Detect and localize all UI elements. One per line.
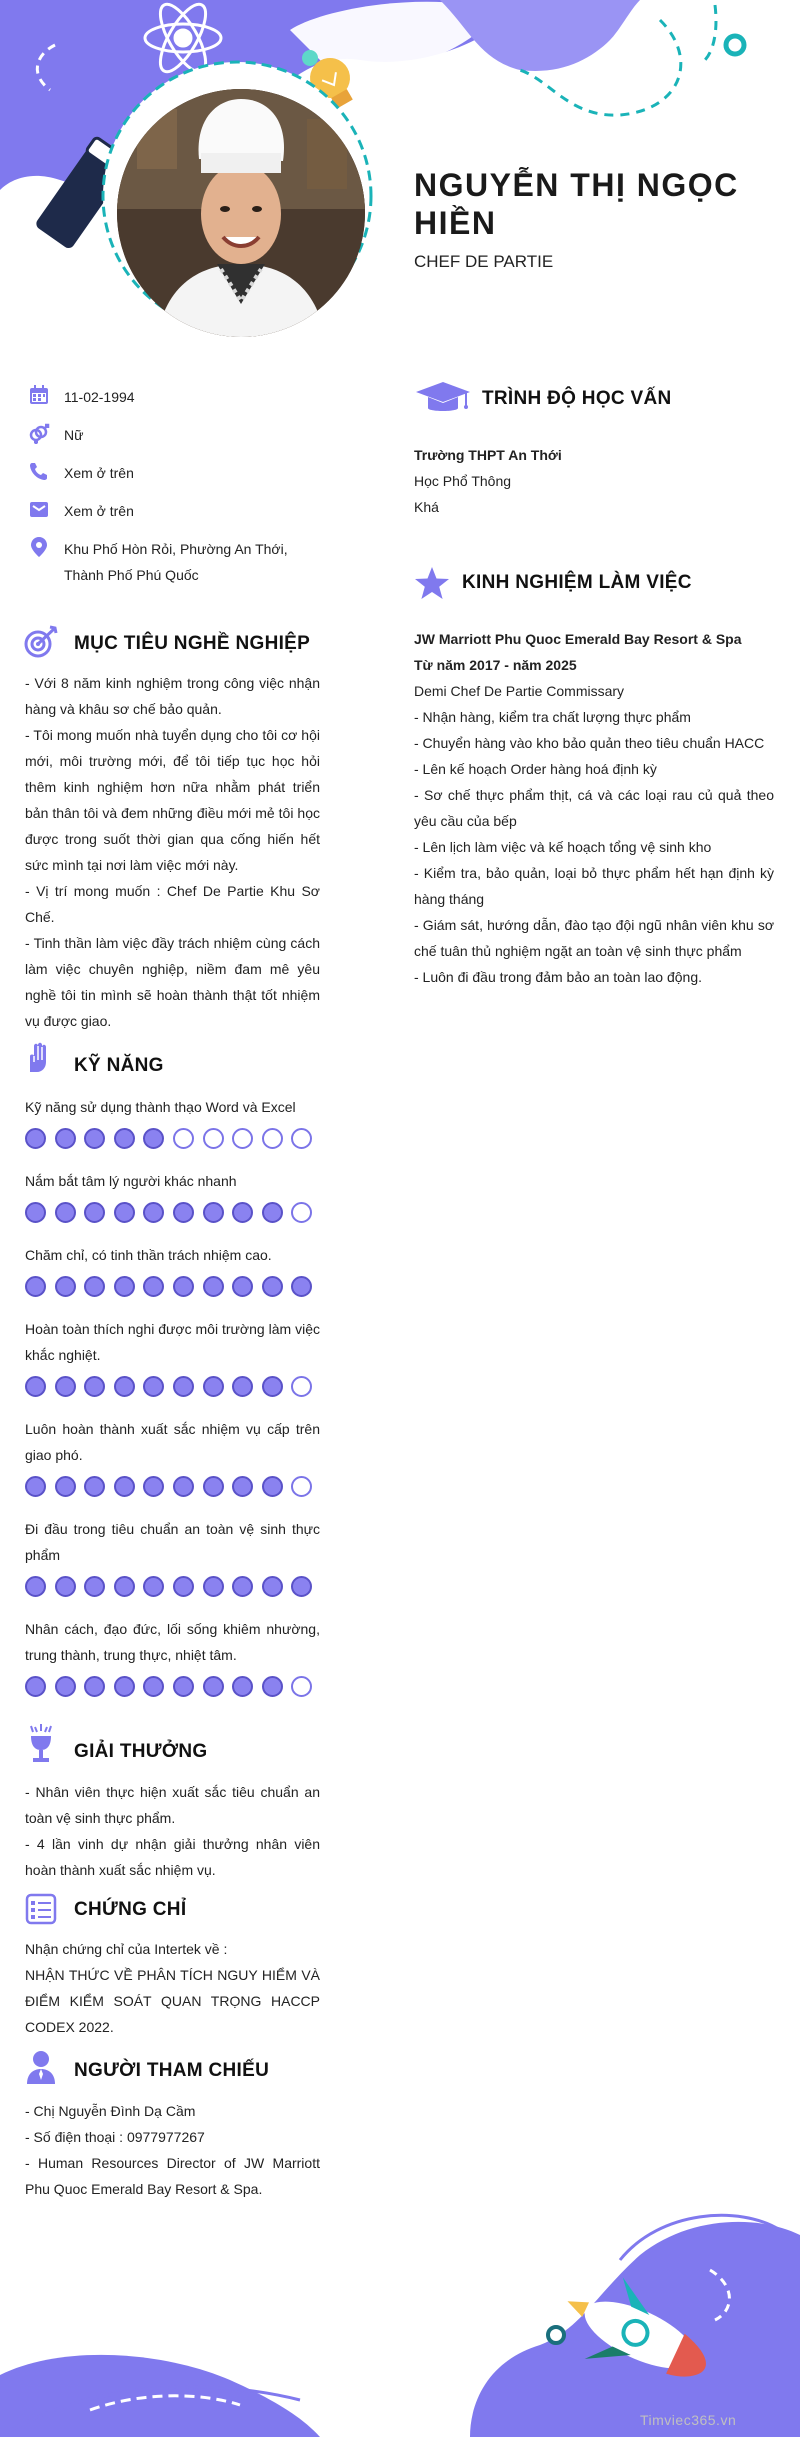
- phone-icon: [28, 460, 50, 482]
- rating-dot-empty: [173, 1128, 194, 1149]
- rating-dot-filled: [291, 1276, 312, 1297]
- rating-dot-empty: [262, 1128, 283, 1149]
- rating-dot-filled: [55, 1128, 76, 1149]
- chef-portrait-image: [117, 89, 365, 337]
- rating-dot-filled: [84, 1476, 105, 1497]
- duty-line: - Kiểm tra, bảo quản, loại bỏ thực phẩm hết hạn định kỳ hàng tháng: [414, 865, 774, 907]
- rating-dot-filled: [55, 1202, 76, 1223]
- rating-dot-empty: [291, 1676, 312, 1697]
- rating-dot-filled: [143, 1128, 164, 1149]
- rating-dot-filled: [173, 1276, 194, 1297]
- awards-title: GIẢI THƯỞNG: [74, 1741, 208, 1762]
- rating-dot-filled: [203, 1476, 224, 1497]
- rating-dot-filled: [114, 1202, 135, 1223]
- award-line: - Nhân viên thực hiện xuất sắc tiêu chuẩn an toàn vệ sinh thực phẩm.: [25, 1784, 320, 1826]
- rating-dot-filled: [232, 1576, 253, 1597]
- rating-dot-filled: [143, 1276, 164, 1297]
- rating-dot-filled: [84, 1676, 105, 1697]
- duty-line: - Luôn đi đầu trong đảm bảo an toàn lao động.: [414, 969, 702, 985]
- rating-dot-filled: [203, 1676, 224, 1697]
- skill-rating: [25, 1276, 312, 1297]
- rating-dot-filled: [262, 1476, 283, 1497]
- rating-dot-filled: [55, 1476, 76, 1497]
- award-line: - 4 lần vinh dự nhận giải thưởng nhân viên hoàn thành xuất sắc nhiệm vụ.: [25, 1836, 320, 1878]
- rating-dot-filled: [173, 1376, 194, 1397]
- rating-dot-filled: [173, 1476, 194, 1497]
- email-value: Xem ở trên: [64, 503, 134, 519]
- duty-line: - Lên kế hoạch Order hàng hoá định kỳ: [414, 761, 657, 777]
- skill-rating: [25, 1676, 312, 1697]
- references-text: [25, 2098, 320, 2202]
- objective-text: [25, 670, 320, 1034]
- rating-dot-filled: [25, 1676, 46, 1697]
- experience-period: Từ năm 2017 - năm 2025: [414, 657, 577, 673]
- rating-dot-filled: [114, 1676, 135, 1697]
- duty-line: - Chuyển hàng vào kho bảo quản theo tiêu chuẩn HACC: [414, 735, 765, 751]
- rating-dot-empty: [291, 1476, 312, 1497]
- rating-dot-filled: [25, 1276, 46, 1297]
- target-icon: [23, 624, 59, 660]
- rating-dot-filled: [232, 1202, 253, 1223]
- rating-dot-filled: [173, 1576, 194, 1597]
- rating-dot-filled: [262, 1202, 283, 1223]
- rating-dot-filled: [114, 1576, 135, 1597]
- reference-line: - Chị Nguyễn Đình Dạ Cầm: [25, 2103, 196, 2119]
- candidate-name: NGUYỄN THỊ NGỌC HIỀN: [414, 167, 739, 241]
- experience-company: JW Marriott Phu Quoc Emerald Bay Resort & Spa: [414, 631, 742, 647]
- rating-dot-filled: [114, 1376, 135, 1397]
- skill-label: Kỹ năng sử dụng thành thạo Word và Excel: [25, 1099, 296, 1115]
- rating-dot-filled: [143, 1376, 164, 1397]
- rating-dot-filled: [25, 1202, 46, 1223]
- rating-dot-filled: [232, 1276, 253, 1297]
- contact-phone: [28, 460, 324, 486]
- experience-role: Demi Chef De Partie Commissary: [414, 683, 625, 699]
- duty-line: - Giám sát, hướng dẫn, đào tạo đội ngũ nhân viên khu sơ chế tuân thủ nghiệm ngặt an toàn vệ sinh thực phẩm: [414, 917, 774, 959]
- rating-dot-filled: [143, 1576, 164, 1597]
- avatar: [117, 89, 365, 337]
- rating-dot-filled: [84, 1202, 105, 1223]
- calendar-icon: [28, 384, 50, 406]
- education-major: Học Phổ Thông: [414, 473, 512, 489]
- skill-rating: [25, 1476, 312, 1497]
- reference-line: - Human Resources Director of JW Marriott Phu Quoc Emerald Bay Resort & Spa.: [25, 2155, 320, 2197]
- rating-dot-filled: [84, 1376, 105, 1397]
- rating-dot-filled: [84, 1576, 105, 1597]
- skill-label: Đi đầu trong tiêu chuẩn an toàn vệ sinh thực phẩm: [25, 1521, 320, 1563]
- contact-gender: [28, 422, 324, 448]
- person-icon: [25, 2050, 57, 2084]
- location-pin-icon: [28, 536, 50, 558]
- skill-label: Nhân cách, đạo đức, lối sống khiêm nhường, trung thành, trung thực, nhiệt tâm.: [25, 1621, 320, 1663]
- address-value: Khu Phố Hòn Rỏi, Phường An Thới, Thành Phố Phú Quốc: [64, 541, 288, 583]
- objective-line: - Vị trí mong muốn : Chef De Partie Khu Sơ Chế.: [25, 883, 320, 925]
- skill-rating: [25, 1576, 312, 1597]
- skill-label: Luôn hoàn thành xuất sắc nhiệm vụ cấp trên giao phó.: [25, 1421, 320, 1463]
- hand-icon: [25, 1042, 51, 1074]
- rating-dot-filled: [55, 1576, 76, 1597]
- rating-dot-filled: [232, 1376, 253, 1397]
- rating-dot-filled: [84, 1276, 105, 1297]
- rating-dot-filled: [143, 1476, 164, 1497]
- rating-dot-filled: [84, 1128, 105, 1149]
- footer-logo-text: Timviec365.vn: [640, 2412, 737, 2428]
- certificates-text: [25, 1936, 320, 2040]
- rating-dot-filled: [114, 1476, 135, 1497]
- awards-text: [25, 1779, 320, 1883]
- objective-title: MỤC TIÊU NGHỀ NGHIỆP: [74, 633, 311, 654]
- contact-birthday: [28, 384, 324, 410]
- rating-dot-filled: [55, 1376, 76, 1397]
- skill-rating: [25, 1202, 312, 1223]
- rating-dot-empty: [291, 1128, 312, 1149]
- rating-dot-filled: [114, 1276, 135, 1297]
- rating-dot-filled: [25, 1476, 46, 1497]
- graduation-cap-icon: [414, 380, 472, 416]
- rating-dot-filled: [173, 1202, 194, 1223]
- references-title: NGƯỜI THAM CHIẾU: [74, 2060, 270, 2081]
- rating-dot-filled: [25, 1576, 46, 1597]
- phone-value: Xem ở trên: [64, 465, 134, 481]
- rating-dot-filled: [232, 1476, 253, 1497]
- star-icon: [414, 566, 450, 600]
- rating-dot-filled: [262, 1576, 283, 1597]
- rating-dot-filled: [203, 1202, 224, 1223]
- reference-line: - Số điện thoại : 0977977267: [25, 2129, 205, 2145]
- rating-dot-filled: [114, 1128, 135, 1149]
- duty-line: - Lên lịch làm việc và kế hoạch tổng vệ sinh kho: [414, 839, 712, 855]
- skill-label: Nắm bắt tâm lý người khác nhanh: [25, 1173, 237, 1189]
- gender-icon: [28, 422, 50, 444]
- rating-dot-filled: [262, 1376, 283, 1397]
- rating-dot-filled: [291, 1576, 312, 1597]
- birthday-value: 11-02-1994: [64, 389, 135, 405]
- rating-dot-empty: [291, 1376, 312, 1397]
- rating-dot-filled: [55, 1276, 76, 1297]
- skill-rating: [25, 1128, 312, 1149]
- contact-email: [28, 498, 324, 524]
- education-title: TRÌNH ĐỘ HỌC VẤN: [482, 388, 672, 409]
- education-school: Trường THPT An Thới: [414, 447, 562, 463]
- education-grade: Khá: [414, 499, 439, 515]
- objective-line: - Với 8 năm kinh nghiệm trong công việc nhận hàng và khâu sơ chế bảo quản.: [25, 675, 320, 717]
- certificate-list-icon: [25, 1893, 57, 1925]
- skill-label: Chăm chỉ, có tinh thần trách nhiệm cao.: [25, 1247, 272, 1263]
- rating-dot-filled: [262, 1276, 283, 1297]
- rating-dot-filled: [262, 1676, 283, 1697]
- experience-title: KINH NGHIỆM LÀM VIỆC: [462, 572, 692, 593]
- rating-dot-filled: [55, 1676, 76, 1697]
- objective-line: - Tinh thần làm việc đầy trách nhiệm cùng cách làm việc chuyên nghiệp, niềm đam mê yêu nghề tôi tin mình sẽ hoàn thành thật tốt nhiệm vụ được giao.: [25, 935, 320, 1029]
- rating-dot-filled: [25, 1128, 46, 1149]
- rating-dot-filled: [25, 1376, 46, 1397]
- certificate-line: NHẬN THỨC VỀ PHÂN TÍCH NGUY HIỂM VÀ ĐIỂM KIỂM SOÁT QUAN TRỌNG HACCP CODEX 2022.: [25, 1967, 320, 2035]
- skills-title: KỸ NĂNG: [74, 1055, 164, 1076]
- rating-dot-filled: [143, 1676, 164, 1697]
- skill-label: Hoàn toàn thích nghi được môi trường làm việc khắc nghiệt.: [25, 1321, 320, 1363]
- objective-line: - Tôi mong muốn nhà tuyển dụng cho tôi cơ hội mới, môi trường mới, để tôi tiếp tục học hỏi thêm kinh nghiệm hơn nữa nhằm phát triển bản thân tôi và đem những điều mới mẻ tôi học được trong suốt thời gian qua cống hiến hết sức mình tại nơi làm việc mới này.: [25, 727, 320, 873]
- rating-dot-filled: [203, 1576, 224, 1597]
- rating-dot-empty: [203, 1128, 224, 1149]
- contact-address: [28, 536, 324, 588]
- experience-duties: [414, 704, 774, 990]
- certificate-line: Nhận chứng chỉ của Intertek về :: [25, 1941, 228, 1957]
- rating-dot-empty: [291, 1202, 312, 1223]
- duty-line: - Sơ chế thực phẩm thịt, cá và các loại rau củ quả theo yêu cầu của bếp: [414, 787, 774, 829]
- skill-rating: [25, 1376, 312, 1397]
- certificates-title: CHỨNG CHỈ: [74, 1899, 187, 1920]
- rating-dot-empty: [232, 1128, 253, 1149]
- duty-line: - Nhận hàng, kiểm tra chất lượng thực phẩm: [414, 709, 691, 725]
- rating-dot-filled: [203, 1376, 224, 1397]
- email-icon: [28, 498, 50, 520]
- gender-value: Nữ: [64, 427, 84, 443]
- rating-dot-filled: [143, 1202, 164, 1223]
- trophy-icon: [25, 1724, 57, 1764]
- job-title: CHEF DE PARTIE: [414, 252, 554, 271]
- rating-dot-filled: [232, 1676, 253, 1697]
- rating-dot-filled: [203, 1276, 224, 1297]
- rating-dot-filled: [173, 1676, 194, 1697]
